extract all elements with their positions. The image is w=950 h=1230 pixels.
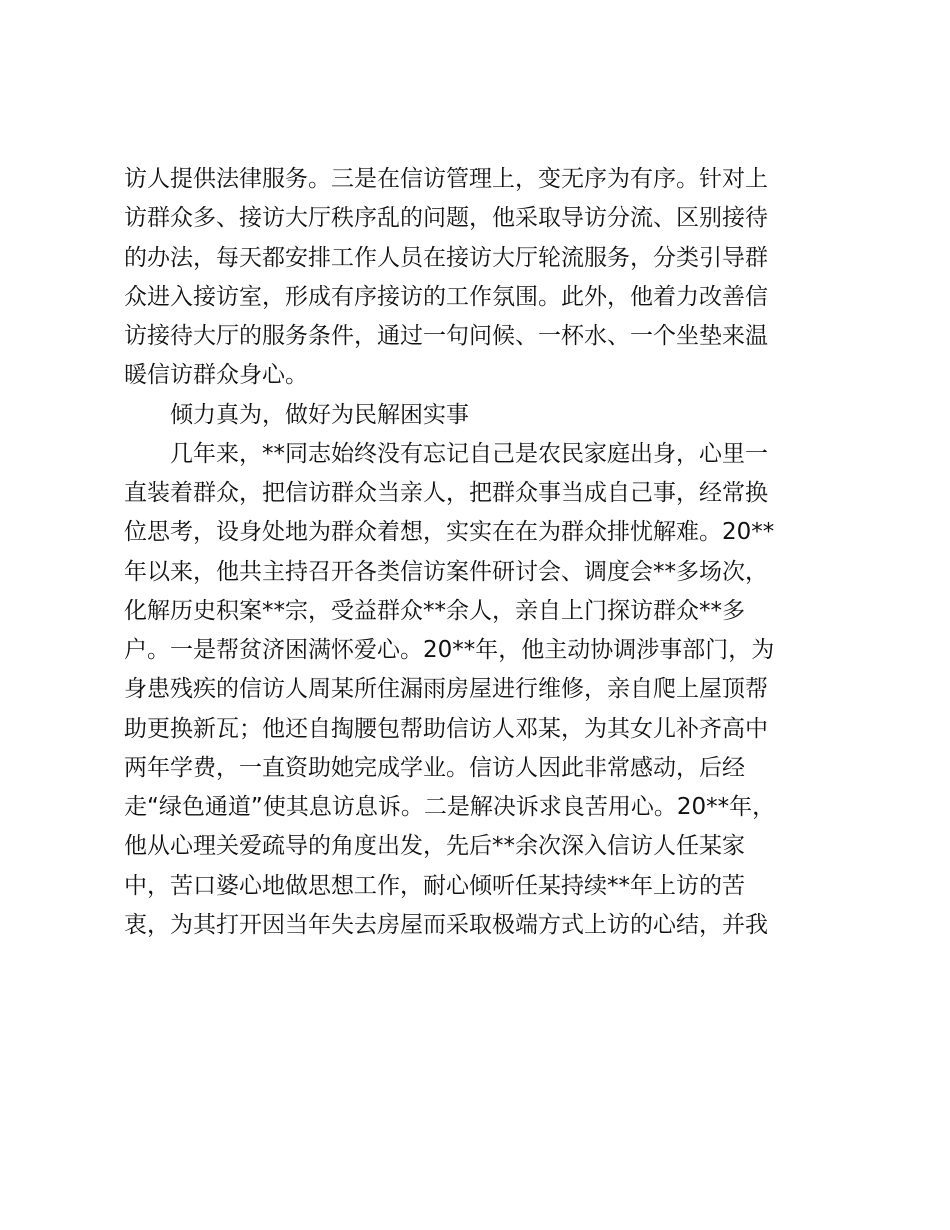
paragraph-line: 暖信访群众身心。 (124, 362, 308, 389)
paragraph-line: 众进入接访室，形成有序接访的工作氛围。此外，他着力改善信 (124, 283, 768, 310)
paragraph-line: 年以来，他共主持召开各类信访案件研讨会、调度会**多场次， (124, 558, 768, 585)
paragraph-line: 访群众多、接访大厅秩序乱的问题，他采取导访分流、区别接待 (124, 205, 768, 232)
paragraph-line: 访人提供法律服务。三是在信访管理上，变无序为有序。针对上 (124, 166, 768, 192)
paragraph-line: 化解历史积案**宗，受益群众**余人，亲自上门探访群众**多 (124, 597, 745, 624)
paragraph-line: 衷，为其打开因当年失去房屋而采取极端方式上访的心结，并我 (124, 911, 768, 938)
paragraph-line: 几年来，**同志始终没有忘记自己是农民家庭出身，心里一 (170, 440, 768, 467)
paragraph-line: 的办法，每天都安排工作人员在接访大厅轮流服务，分类引导群 (124, 244, 768, 271)
paragraph-line: 两年学费，一直资助她完成学业。信访人因此非常感动，后经 (124, 754, 745, 781)
paragraph-line: 身患残疾的信访人周某所住漏雨房屋进行维修，亲自爬上屋顶帮 (124, 676, 768, 703)
paragraph-line: 访接待大厅的服务条件，通过一句问候、一杯水、一个坐垫来温 (124, 323, 768, 349)
paragraph-line: 他从心理关爱疏导的角度出发，先后**余次深入信访人任某家 (124, 833, 745, 860)
paragraph-line: 位思考，设身处地为群众着想，实实在在为群众排忧解难。20** (124, 519, 775, 546)
paragraph-line: 助更换新瓦；他还自掏腰包帮助信访人邓某，为其女儿补齐高中 (124, 715, 768, 742)
paragraph-line: 户。一是帮贫济困满怀爱心。20**年，他主动协调涉事部门，为 (124, 637, 775, 663)
document-page (124, 160, 824, 945)
paragraph-line: 直装着群众，把信访群众当亲人，把群众事当成自己事，经常换 (124, 480, 768, 506)
paragraph-line: 走“绿色通道”使其息访息诉。二是解决诉求良苦用心。20**年， (124, 794, 776, 820)
section-heading: 倾力真为，做好为民解困实事 (170, 401, 469, 428)
paragraph-line: 中，苦口婆心地做思想工作，耐心倾听任某持续**年上访的苦 (124, 872, 745, 899)
